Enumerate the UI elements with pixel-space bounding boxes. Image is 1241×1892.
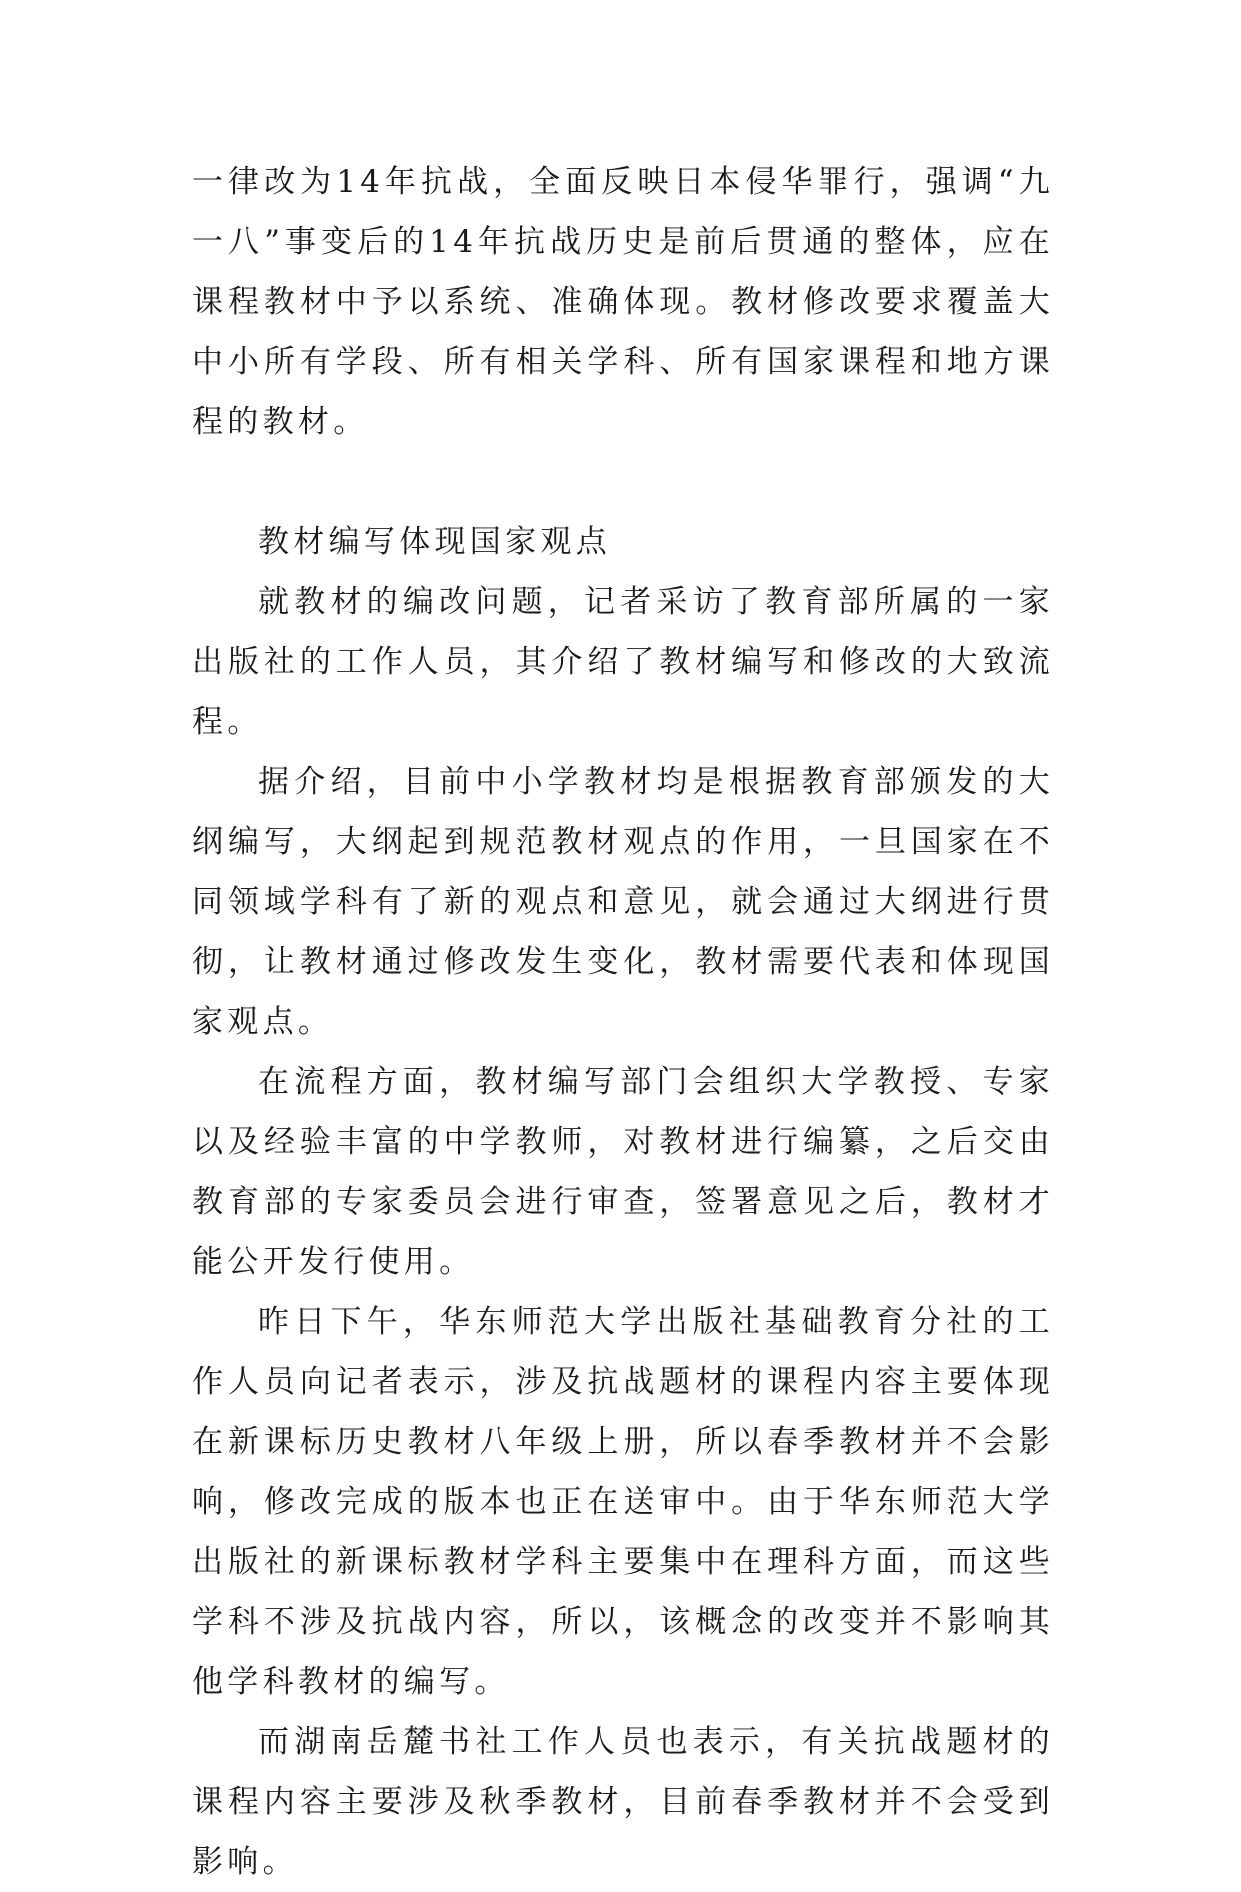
section-heading: 教材编写体现国家观点 bbox=[258, 524, 611, 560]
body-paragraph: 在流程方面，教材编写部门会组织大学教授、专家以及经验丰富的中学教师，对教材进行编纂，之后交由教育部的专家委员会进行审查，签署意见之后，教材才能公开发行使用。 bbox=[192, 1064, 1054, 1280]
body-paragraph: 就教材的编改问题，记者采访了教育部所属的一家出版社的工作人员，其介绍了教材编写和修改的大致流程。 bbox=[192, 584, 1054, 740]
body-paragraph: 而湖南岳麓书社工作人员也表示，有关抗战题材的课程内容主要涉及秋季教材，目前春季教材并不会受到影响。 bbox=[192, 1724, 1054, 1880]
body-paragraph: 昨日下午，华东师范大学出版社基础教育分社的工作人员向记者表示，涉及抗战题材的课程内容主要体现在新课标历史教材八年级上册，所以春季教材并不会影响，修改完成的版本也正在送审中。由于华东师范大学出版社的新课标教材学科主要集中在理科方面，而这些学科不涉及抗战内容，所以，该概念的改变并不影响其他学科教材的编写。 bbox=[192, 1304, 1054, 1700]
document-page bbox=[192, 152, 1054, 1892]
intro-paragraph: 一律改为14年抗战，全面反映日本侵华罪行，强调“九一八”事变后的14年抗战历史是前后贯通的整体，应在课程教材中予以系统、准确体现。教材修改要求覆盖大中小所有学段、所有相关学科、所有国家课程和地方课程的教材。 bbox=[192, 164, 1054, 440]
body-paragraph: 据介绍，目前中小学教材均是根据教育部颁发的大纲编写，大纲起到规范教材观点的作用，一旦国家在不同领域学科有了新的观点和意见，就会通过大纲进行贯彻，让教材通过修改发生变化，教材需要代表和体现国家观点。 bbox=[192, 764, 1054, 1040]
